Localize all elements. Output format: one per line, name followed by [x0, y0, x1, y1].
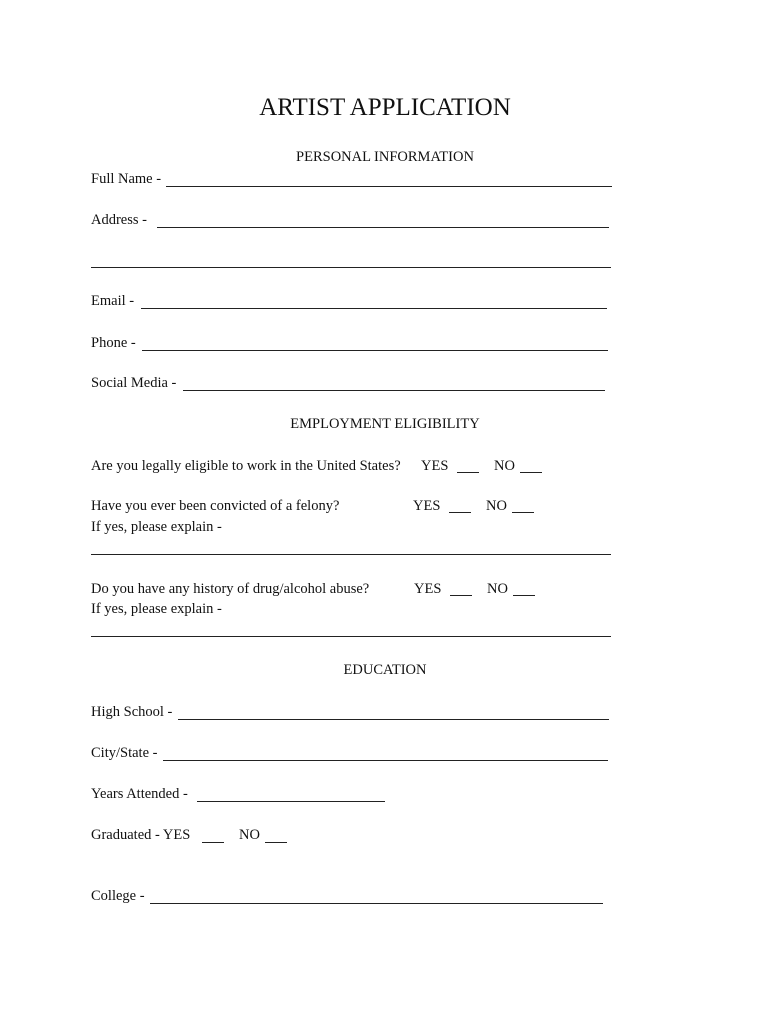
graduated-yes-blank[interactable]	[202, 842, 224, 843]
eligibility-yes-blank[interactable]	[457, 472, 479, 473]
felony-no-label: NO	[486, 498, 507, 514]
felony-yes-blank[interactable]	[449, 512, 471, 513]
felony-yes-label: YES	[413, 498, 441, 514]
eligibility-yes-label: YES	[421, 458, 449, 474]
substance-explain-label: If yes, please explain -	[91, 601, 222, 617]
address-label: Address -	[91, 212, 147, 228]
substance-question: Do you have any history of drug/alcohol abuse?	[91, 581, 370, 597]
graduated-label: Graduated - YES	[91, 827, 191, 843]
graduated-no-label: NO	[239, 827, 260, 843]
address-field[interactable]	[157, 227, 609, 228]
substance-yes-label: YES	[414, 581, 442, 597]
email-label: Email -	[91, 293, 135, 309]
graduated-no-blank[interactable]	[265, 842, 287, 843]
section-heading-employment: EMPLOYMENT ELIGIBILITY	[290, 416, 480, 432]
city-state-label: City/State -	[91, 745, 158, 761]
high-school-field[interactable]	[178, 719, 609, 720]
college-label: College -	[91, 888, 145, 904]
substance-no-label: NO	[487, 581, 508, 597]
felony-explain-field[interactable]	[91, 554, 611, 555]
section-heading-personal: PERSONAL INFORMATION	[296, 149, 474, 165]
substance-no-blank[interactable]	[513, 595, 535, 596]
years-attended-label: Years Attended -	[91, 786, 188, 802]
social-media-label: Social Media -	[91, 375, 177, 391]
substance-explain-field[interactable]	[91, 636, 611, 637]
city-state-field[interactable]	[163, 760, 608, 761]
phone-label: Phone -	[91, 335, 136, 351]
email-field[interactable]	[141, 308, 607, 309]
phone-field[interactable]	[142, 350, 608, 351]
felony-no-blank[interactable]	[512, 512, 534, 513]
substance-yes-blank[interactable]	[450, 595, 472, 596]
felony-question: Have you ever been convicted of a felony?	[91, 498, 340, 514]
form-title: ARTIST APPLICATION	[259, 94, 511, 121]
full-name-label: Full Name -	[91, 171, 162, 187]
felony-explain-label: If yes, please explain -	[91, 519, 222, 535]
address-field-line-2[interactable]	[91, 267, 611, 268]
eligibility-no-blank[interactable]	[520, 472, 542, 473]
eligibility-question: Are you legally eligible to work in the United States?	[91, 458, 401, 474]
section-heading-education: EDUCATION	[343, 662, 427, 678]
college-field[interactable]	[150, 903, 603, 904]
full-name-field[interactable]	[166, 186, 612, 187]
high-school-label: High School -	[91, 704, 173, 720]
social-media-field[interactable]	[183, 390, 605, 391]
eligibility-no-label: NO	[494, 458, 515, 474]
years-attended-field[interactable]	[197, 801, 385, 802]
